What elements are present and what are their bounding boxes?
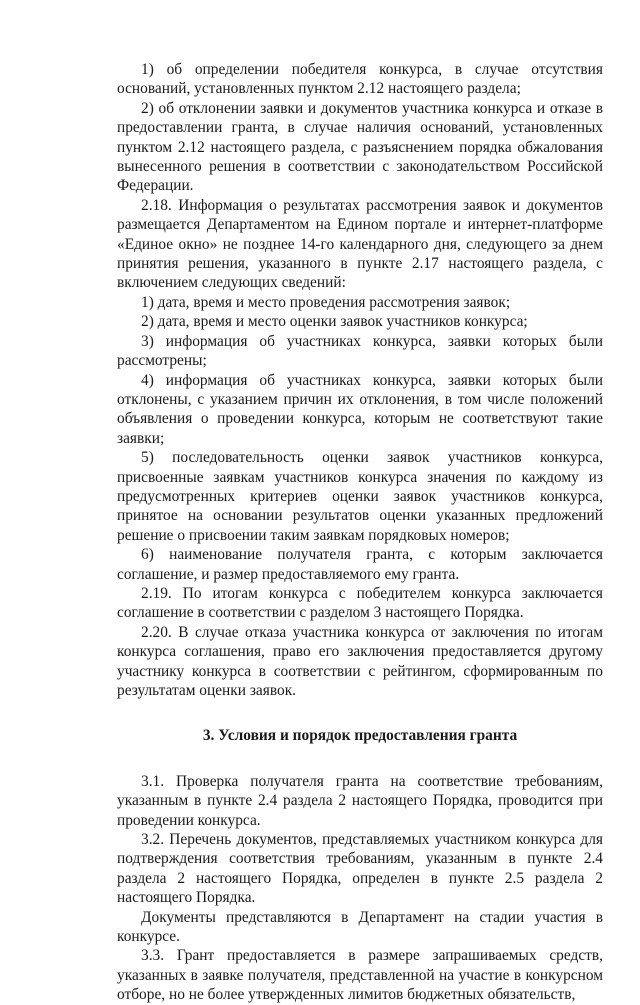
- paragraph-documents: Документы представляются в Департамент на стадии участия в конкурсе.: [117, 908, 603, 946]
- paragraph-2-18: 2.18. Информация о результатах рассмотрения заявок и документов размещается Департаментом на Едином портале и интернет-платформе «Единое окно» не позднее 14-го календарного дня, следующего за днем принятия решения, указанного в пункте 2.17 настоящего раздела, с включением следующих сведений:: [117, 196, 603, 292]
- document-body: [117, 60, 603, 1005]
- paragraph-3-1: 3.1. Проверка получателя гранта на соответствие требованиям, указанным в пункте 2.4 раздела 2 настоящего Порядка, проводится при проведении конкурса.: [117, 772, 603, 829]
- paragraph-item-2-decision-rejection: 2) об отклонении заявки и документов участника конкурса и отказе в предоставлении гранта, в случае наличия оснований, установленных пунктом 2.12 настоящего раздела, с разъяснением порядка обжалования вынесенного решения в соответствии с законодательством Российской Федерации.: [117, 99, 603, 195]
- paragraph-2-20: 2.20. В случае отказа участника конкурса от заключения по итогам конкурса соглашения, право его заключения предоставляется другому участнику конкурса в соответствии с рейтингом, сформированным по результатам оценки заявок.: [117, 623, 603, 699]
- section-heading: 3. Условия и порядок предоставления гранта: [202, 727, 518, 745]
- paragraph-2-19: 2.19. По итогам конкурса с победителем конкурса заключается соглашение в соответствии с разделом 3 настоящего Порядка.: [117, 584, 603, 622]
- paragraph-info-6: 6) наименование получателя гранта, с которым заключается соглашение, и размер предоставляемого ему гранта.: [117, 546, 603, 583]
- paragraph-info-2: 2) дата, время и место оценки заявок участников конкурса;: [141, 313, 528, 331]
- paragraph-3-2: 3.2. Перечень документов, представляемых участником конкурса для подтверждения соответствия требованиям, указанным в пункте 2.4 раздела 2 настоящего Порядка, определен в пункте 2.5 раздела 2 настоящего Порядка.: [117, 831, 603, 907]
- paragraph-info-4: 4) информация об участниках конкурса, заявки которых были отклонены, с указанием причин их отклонения, в том числе положений объявления о проведении конкурса, которым не соответствуют такие заявки;: [117, 371, 603, 447]
- paragraph-item-1-decision-winner: 1) об определении победителя конкурса, в случае отсутствия оснований, установленных пунктом 2.12 настоящего раздела;: [117, 61, 603, 98]
- paragraph-info-1: 1) дата, время и место проведения рассмотрения заявок;: [141, 293, 511, 311]
- paragraph-info-3: 3) информация об участниках конкурса, заявки которых были рассмотрены;: [117, 332, 603, 370]
- paragraph-3-3: 3.3. Грант предоставляется в размере запрашиваемых средств, указанных в заявке получателя, представленной на участие в конкурсном отборе, но не более утвержденных лимитов бюджетных обязательств,: [117, 947, 603, 1004]
- paragraph-info-5: 5) последовательность оценки заявок участников конкурса, присвоенные заявкам участников конкурса значения по каждому из предусмотренных критериев оценки заявок участников конкурса, принятое на основании результатов оценки указанных предложений решение о присвоении таким заявкам порядковых номеров;: [117, 449, 603, 544]
